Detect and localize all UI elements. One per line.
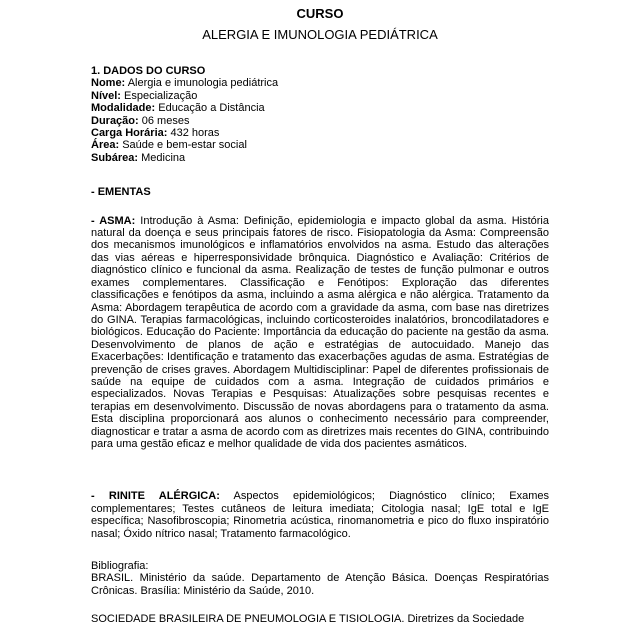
- field-carga-horaria: [91, 127, 549, 139]
- field-nome: [91, 77, 549, 89]
- field-value: Medicina: [141, 151, 186, 164]
- ementa-asma-label: - ASMA:: [91, 214, 136, 227]
- document-subtitle: ALERGIA E IMUNOLOGIA PEDIÁTRICA: [202, 27, 438, 42]
- ementa-rinite-label: - RINITE ALÉRGICA:: [91, 490, 220, 503]
- field-nivel: [91, 90, 549, 102]
- ementa-rinite-text: Aspectos epidemiológicos; Diagnóstico clínico; Exames complementares; Testes cutâneos de leitura imediata; Citologia nasal; IgE total e IgE específica; Nasofibroscopia; Rinometria acústica, rinomanometria e pico do fluxo inspiratório nasal; Óxido nítrico nasal; Tratamento farmacológico.: [91, 490, 550, 540]
- bibliografia-entry-1: BRASIL. Ministério da saúde. Departamento de Atenção Básica. Doenças Respiratórias Crônicas. Brasília: Ministério da Saúde, 2010.: [91, 572, 549, 597]
- field-label: Subárea:: [91, 151, 139, 164]
- field-duracao: [91, 115, 549, 127]
- bibliografia-entry-2: SOCIEDADE BRASILEIRA DE PNEUMOLOGIA E TISIOLOGIA. Diretrizes da Sociedade: [91, 613, 525, 626]
- ementa-asma-text: Introdução à Asma: Definição, epidemiologia e impacto global da asma. História natural da doença e seus principais fatores de risco. Fisiopatologia da Asma: Compreensão dos mecanismos imunológicos e inflamatórios envolvidos na asma. Estudo das alterações das vias aéreas e hiperresponsividade brônquica. Diagnóstico e Avaliação: Critérios de diagnóstico clínico e funcional da asma. Realização de testes de função pulmonar e outros exames complementares. Classificação e Fenótipos: Exploração das diferentes classificações e fenótipos da asma, incluindo a asma alérgica e não alérgica. Tratamento da Asma: Abordagem terapêutica de acordo com a gravidade da asma, com base nas diretrizes do GINA. Terapias farmacológicas, incluindo corticosteroides inalatórios, broncodilatadores e biológicos. Educação do Paciente: Importância da educação do paciente na gestão da asma. Desenvolvimento de planos de ação e estratégias de autocuidado. Manejo das Exacerbações: Identificação e tratamento das exacerbações agudas de asma. Estratégias de prevenção de crises graves. Abordagem Multidisciplinar: Papel de diferentes profissionais de saúde na equipe de cuidados com a asma. Integração de cuidados primários e especializados. Novas Terapias e Pesquisas: Atualizações sobre pesquisas recentes e terapias em desenvolvimento. Discussão de novas abordagens para o tratamento da asma. Esta disciplina proporcionará aos alunos o conhecimento necessário para compreender, diagnosticar e tratar a asma de acordo com as diretrizes mais recentes do GINA, contribuindo para uma gestão eficaz e melhor qualidade de vida dos pacientes asmáticos.: [91, 214, 549, 450]
- field-label: Nível:: [91, 89, 121, 102]
- document-body: [91, 65, 549, 626]
- field-label: Modalidade:: [91, 102, 156, 115]
- section-heading-dados: 1. DADOS DO CURSO: [91, 65, 206, 77]
- field-value: Especialização: [124, 89, 198, 102]
- field-label: Nome:: [91, 77, 126, 90]
- field-value: Alergia e imunologia pediátrica: [127, 77, 279, 90]
- field-value: 432 horas: [170, 127, 220, 140]
- field-subarea: [91, 152, 549, 164]
- section-heading-ementas: - EMENTAS: [91, 186, 151, 199]
- field-value: 06 meses: [141, 114, 190, 127]
- bibliografia-heading: Bibliografia:: [91, 560, 149, 572]
- field-value: Saúde e bem-estar social: [122, 139, 247, 152]
- ementa-rinite: [91, 490, 549, 540]
- field-modalidade: [91, 102, 549, 114]
- field-label: Duração:: [91, 114, 139, 127]
- document-title: CURSO: [296, 6, 344, 21]
- field-label: Carga Horária:: [91, 127, 168, 140]
- field-value: Educação a Distância: [158, 102, 265, 115]
- ementa-asma: [91, 215, 549, 451]
- field-label: Área:: [91, 139, 120, 152]
- field-area: [91, 139, 549, 151]
